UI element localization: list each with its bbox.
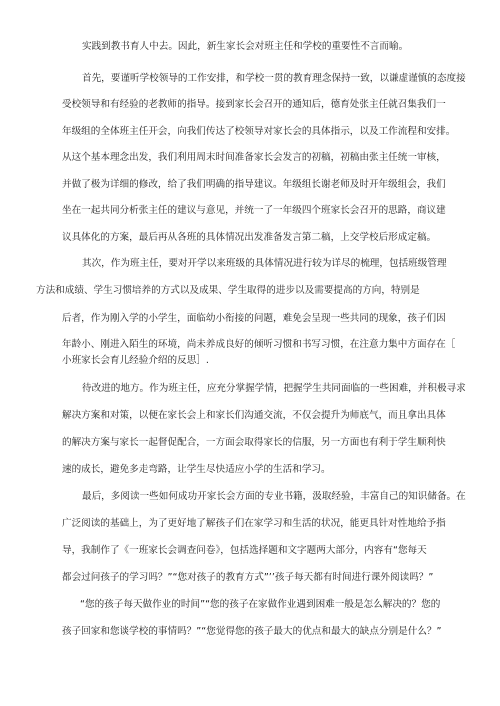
text-line: 年龄小、刚进入陌生的环境，尚未养成良好的倾听习惯和书写习惯，在注意力集中方面存在［ bbox=[62, 339, 456, 350]
text-line: 最后，多阅读一些如何成功开家长会方面的专业书籍，汲取经验，丰富自己的知识储备。在 bbox=[82, 491, 466, 502]
text-line: 从这个基本理念出发，我们利用周末时间准备家长会发言的初稿，初稿由张主任统一审核， bbox=[62, 152, 446, 163]
text-line: 待改进的地方。作为班主任，应充分掌握学情，把握学生共同面临的一些困难，并积极寻求 bbox=[82, 383, 466, 394]
text-line: 坐在一起共同分析张主任的建议与意见，并统一了一年级四个班家长会召开的思路，商议建 bbox=[62, 205, 446, 216]
text-line: 解决方案和对策，以便在家长会上和家长们沟通交流，不仅会提升为师底气，而且拿出具体 bbox=[62, 410, 446, 421]
text-line: 都会过问孩子的学习吗？”“您对孩子的教育方式”’’孩子每天都有时间进行课外阅读吗？” bbox=[62, 572, 434, 583]
text-line: 受校领导和有经验的老教师的指导。接到家长会召开的通知后，德育处张主任就召集我们一 bbox=[62, 99, 446, 110]
text-line: 其次，作为班主任，要对开学以来班级的具体情况进行较为详尽的梳理，包括班级管理 bbox=[82, 258, 447, 269]
text-line: 方法和成绩、学生习惯培养的方式以及成果、学生取得的进步以及需要提高的方向，特别是 bbox=[36, 285, 420, 296]
text-line: 实践到教书育人中去。因此，新生家长会对班主任和学校的重要性不言而喻。 bbox=[82, 41, 409, 52]
text-line: 广泛阅读的基础上，为了更好地了解孩子们在家学习和生活的状况，能更具针对性地给予指 bbox=[62, 518, 446, 529]
text-line: 小班家长会育儿经验介绍的反思］. bbox=[62, 355, 209, 366]
text-line: 导，我制作了《一班家长会调查问卷》，包括选择题和文字题两大部分，内容有“您每天 bbox=[62, 545, 427, 556]
text-line: 首先，要谨听学校领导的工作安排，和学校一贯的教育理念保持一致，以谦虚谨慎的态度接 bbox=[82, 73, 466, 84]
text-line: 的解决方案与家长一起督促配合，一方面会取得家长的信服，另一方面也有利于学生顺利快 bbox=[62, 437, 446, 448]
text-line: 速的成长，避免多走弯路，让学生尽快适应小学的生活和学习。 bbox=[62, 464, 331, 475]
text-line: 后者，作为刚入学的小学生，面临幼小衔接的问题，难免会呈现一些共同的现象，孩子们因 bbox=[62, 313, 446, 324]
text-line: 议具体化的方案，最后再从各班的具体情况出发准备发言第二稿，上交学校后形成定稿。 bbox=[62, 232, 437, 243]
text-line: 孩子回家和您谈学校的事情吗？”“您觉得您的孩子最大的优点和最大的缺点分别是什么？” bbox=[62, 626, 442, 637]
text-line: 年级组的全体班主任开会，向我们传达了校领导对家长会的具体指示，以及工作流程和安排。 bbox=[62, 126, 456, 137]
text-line: “您的孩子每天做作业的时间”“您的孩子在家做作业遇到困难一般是怎么解决的？您的 bbox=[80, 599, 441, 610]
text-line: 并做了极为详细的修改，给了我们明确的指导建议。年级组长谢老师及时开年级组会，我们 bbox=[62, 179, 446, 190]
